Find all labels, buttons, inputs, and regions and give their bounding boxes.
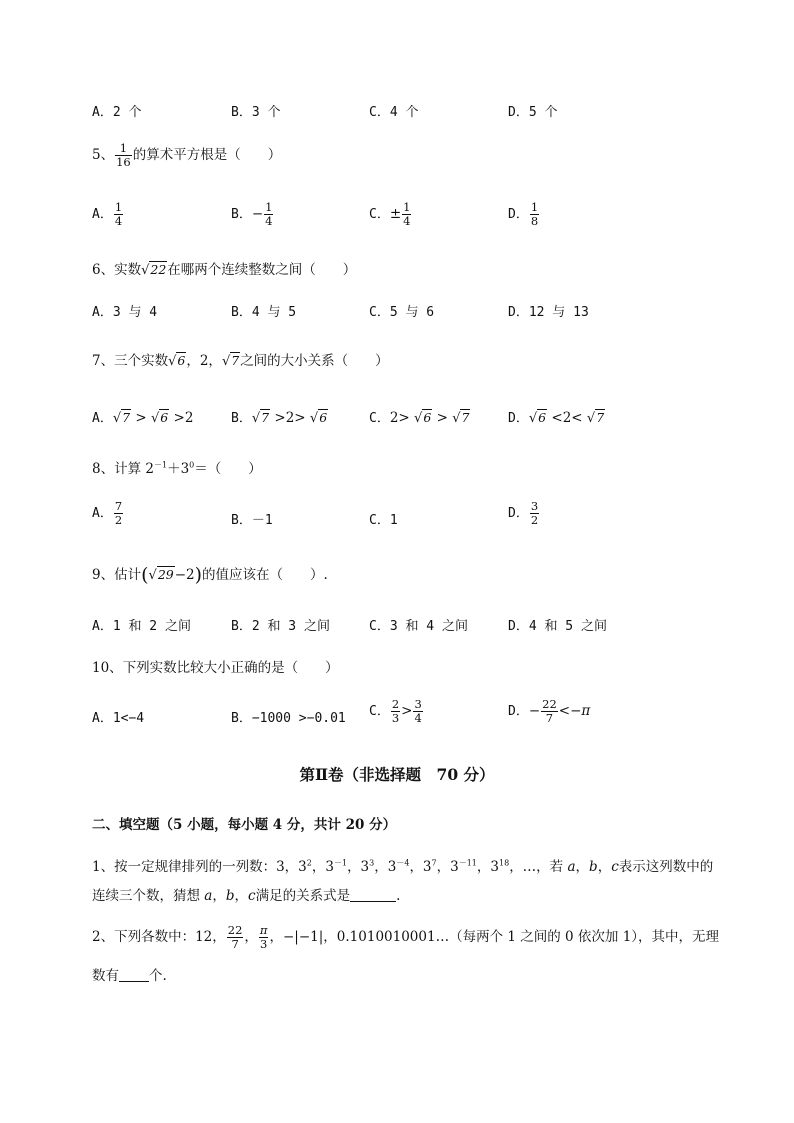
q5-option-c: C．± $\frac{1}{4}$ (369, 200, 411, 229)
fill2-line2: 数有 个. (92, 968, 167, 984)
q4-option-b: B．3 个 (231, 105, 281, 120)
q6-option-c: C．5 与 6 (369, 305, 435, 320)
q5-number: 5、 (92, 147, 115, 164)
q8-option-c: C．1 (369, 513, 398, 528)
fill2-line1: 2、下列各数中：12， $\frac{22}{7}$ ， $\frac{\pi}{3}$ ，−|−1|，0.1010010001…（每两个 1 之间的 0 依次加 1），其中，无理 (92, 923, 720, 952)
q6-stem: 6、实数√22在哪两个连续整数之间（ ） (92, 262, 357, 278)
q5-option-a: A． $\frac{1}{4}$ (92, 200, 123, 229)
q5-text: 的算术平方根是（ ） (132, 147, 282, 164)
q9-option-a: A．1 和 2 之间 (92, 619, 191, 634)
q9-stem: 9、估计(√29−2)的值应该在（ ）. (92, 564, 328, 586)
q7-option-d: D．√6 <2< √7 (508, 410, 605, 426)
q8-option-d: D． $\frac{3}{2}$ (508, 499, 539, 528)
q9-option-d: D．4 和 5 之间 (508, 619, 607, 634)
q9-option-b: B．2 和 3 之间 (231, 619, 330, 634)
q10-option-d: D．− $\frac{22}{7}$ <−π (508, 697, 591, 726)
q4-option-d: D．5 个 (508, 105, 558, 120)
q7-stem: 7、三个实数√6，2，√7之间的大小关系（ ） (92, 353, 389, 369)
q5-option-d: D． $\frac{1}{8}$ (508, 200, 539, 229)
q7-option-a: A．√7 > √6 >2 (92, 410, 194, 426)
q4-option-a: A．2 个 (92, 105, 142, 120)
q8-option-b: B．－1 (231, 513, 273, 528)
q6-option-b: B．4 与 5 (231, 305, 297, 320)
fill1-line2: 连续三个数，猜想 a，b，c满足的关系式是 . (92, 888, 401, 904)
q7-option-b: B．√7 >2> √6 (231, 410, 328, 426)
q10-option-c: C． $\frac{2}{3}$ > $\frac{3}{4}$ (369, 697, 422, 726)
q10-stem: 10、下列实数比较大小正确的是（ ） (92, 660, 339, 676)
q8-option-a: A． $\frac{7}{2}$ (92, 499, 123, 528)
fill2-answer-blank[interactable] (119, 967, 149, 982)
q6-sqrt: √22 (141, 262, 167, 278)
fill1-line1: 1、按一定规律排列的一列数：3，$3^2$，$3^{-1}$，$3^3$，$3^{-4}$，$3^7$，$3^{-11}$，$3^{18}$，…，若 a，b，c表示这列数中的 (92, 858, 714, 875)
fill1-answer-blank[interactable] (350, 887, 396, 902)
q8-stem: 8、计算 $2^{-1}+3^0=$（ ） (92, 460, 262, 477)
q10-option-b: B．−1000 >−0.01 (231, 711, 346, 726)
q5-fraction: $\frac{1}{16}$ (116, 141, 131, 170)
q4-option-c: C．4 个 (369, 105, 419, 120)
q6-option-d: D．12 与 13 (508, 305, 589, 320)
section-title: 第Ⅱ卷（非选择题 70 分） (299, 765, 495, 784)
q6-option-a: A．3 与 4 (92, 305, 158, 320)
q5-stem (92, 142, 281, 169)
q9-option-c: C．3 和 4 之间 (369, 619, 468, 634)
q7-option-c: C．2> √6 > √7 (369, 410, 470, 426)
section-subtitle: 二、填空题（5 小题，每小题 4 分，共计 20 分） (92, 817, 397, 833)
q5-option-b: B．− $\frac{1}{4}$ (231, 200, 273, 229)
q10-option-a: A．1<−4 (92, 711, 145, 726)
